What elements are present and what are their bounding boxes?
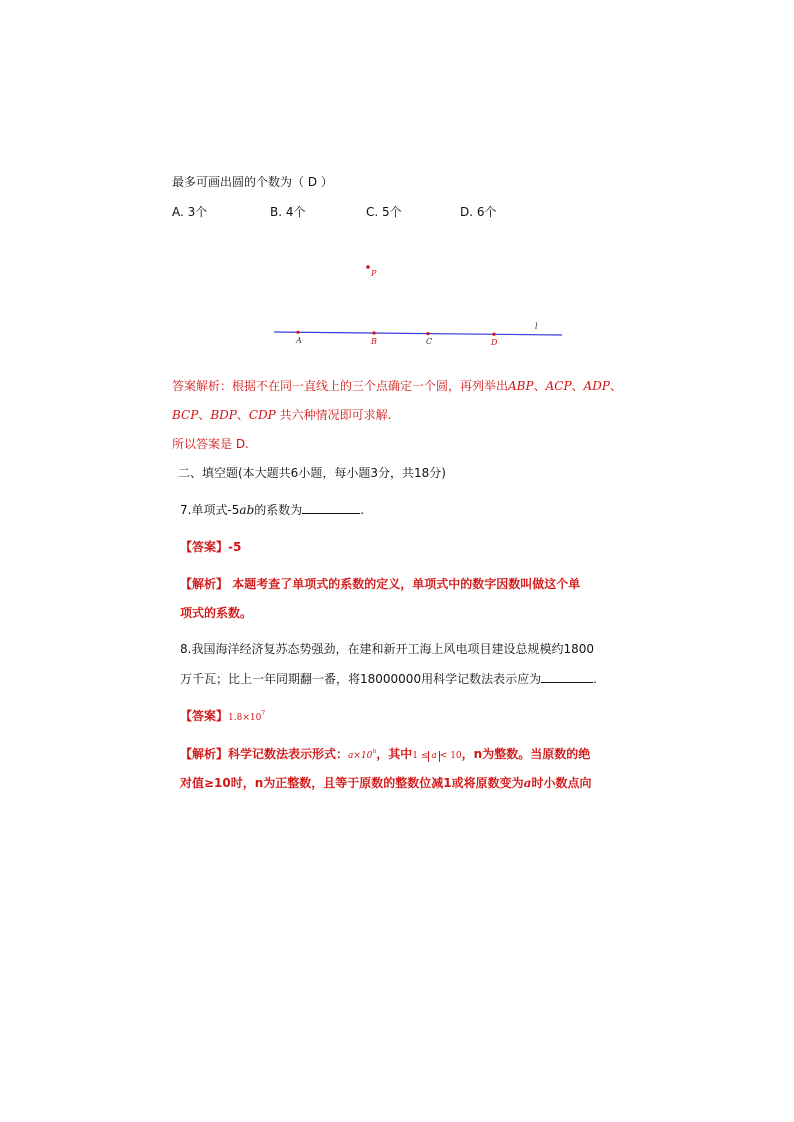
q8-answer-blank (541, 682, 593, 683)
q6-answer-line2: BCP、BDP、CDP 共六种情况即可求解. (172, 408, 392, 422)
q8-cond-left: 1 ≤ (412, 751, 429, 761)
point-a-dot (296, 331, 299, 334)
q6-option-b: B. 4个 (270, 205, 306, 219)
q7-answer (180, 538, 241, 555)
q6-stem: 最多可画出圆的个数为（ D ） (172, 175, 333, 189)
q6-option-a: A. 3个 (172, 205, 208, 219)
q8-after-cond: ，n为整数。当原数的绝 (461, 747, 591, 761)
point-d-dot (492, 333, 495, 336)
q8-answer-mantissa: 1.8×10 (228, 713, 262, 723)
q8-stem-line2 (180, 670, 597, 687)
point-d-label: D (491, 338, 498, 347)
q7-analysis-tag: 【解析】 (180, 577, 229, 591)
q8-analysis-tag: 【解析】 (180, 747, 229, 761)
line-l-label: l (535, 322, 538, 331)
q7-stem (180, 501, 364, 518)
q8-cond-var: a (428, 751, 439, 762)
q8-analysis-intro: 科学记数法表示形式： (228, 747, 349, 761)
q8-answer-tag: 【答案】 (180, 709, 229, 723)
q8-form-exp: n (372, 748, 377, 755)
q7-analysis-text1: 本题考查了单项式的系数的定义，单项式中的数字因数叫做这个单 (228, 577, 581, 591)
q6-answer-line1: 答案解析：根据不在同一直线上的三个点确定一个圆，再列举出ABP、ACP、ADP、 (172, 379, 622, 393)
q7-stem-prefix: 7.单项式-5 (180, 503, 240, 517)
q6-option-c: C. 5个 (366, 205, 402, 219)
point-b-dot (372, 331, 375, 334)
q7-answer-blank (302, 513, 360, 514)
acp-item: ACP (545, 379, 572, 393)
q7-analysis-line2: 项式的系数。 (180, 606, 253, 620)
q6-figure (260, 255, 580, 350)
q7-analysis-line1 (180, 575, 580, 592)
point-c-label: C (426, 337, 433, 346)
point-p-dot (366, 265, 370, 269)
q8-cond-right: < 10 (439, 751, 462, 761)
q8-analysis-line2 (180, 774, 591, 791)
abp-item: ABP (508, 379, 534, 393)
q8-form-base: a×10 (348, 751, 373, 761)
q8-stem-end: . (593, 672, 597, 686)
q8-stem-text2: 万千瓦；比上一年同期翻一番，将18000000用科学记数法表示应为 (180, 672, 542, 686)
q8-analysis-text2b: 时小数点向 (531, 776, 592, 790)
adp-item: ADP (583, 379, 610, 393)
point-c-dot (426, 332, 429, 335)
cdp-item: CDP (248, 408, 276, 422)
q8-analysis-text2a: 对值≥10时，n为正整数，且等于原数的整数位减1或将原数变为 (180, 776, 524, 790)
point-p-label: P (371, 269, 377, 278)
q7-stem-end: . (360, 503, 365, 517)
q8-answer (180, 707, 265, 724)
line-l (274, 332, 562, 335)
point-a-label: A (296, 336, 302, 345)
q7-answer-value: -5 (228, 540, 242, 554)
q7-stem-var: ab (239, 503, 255, 517)
q6-answer-line3: 所以答案是 D. (172, 437, 249, 451)
q6-answer-prefix: 答案解析：根据不在同一直线上的三个点确定一个圆，再列举出 (172, 379, 509, 393)
q8-mid-text: ，其中 (376, 747, 413, 761)
q7-stem-suffix: 的系数为 (254, 503, 303, 517)
bdp-item: BDP (210, 408, 237, 422)
point-b-label: B (371, 337, 377, 346)
section-title: 二、填空题(本大题共6小题，每小题3分，共18分) (178, 466, 446, 480)
q8-answer-exp: 7 (261, 710, 266, 717)
q6-answer-suffix: 共六种情况即可求解. (279, 408, 392, 422)
q8-analysis-var: a (523, 776, 532, 790)
q8-stem-line1: 8.我国海洋经济复苏态势强劲，在建和新开工海上风电项目建设总规模约1800 (180, 642, 594, 656)
q7-answer-tag: 【答案】 (180, 540, 229, 554)
bcp-item: BCP (172, 408, 199, 422)
q6-option-d: D. 6个 (460, 205, 497, 219)
q8-analysis-line1 (180, 745, 590, 762)
